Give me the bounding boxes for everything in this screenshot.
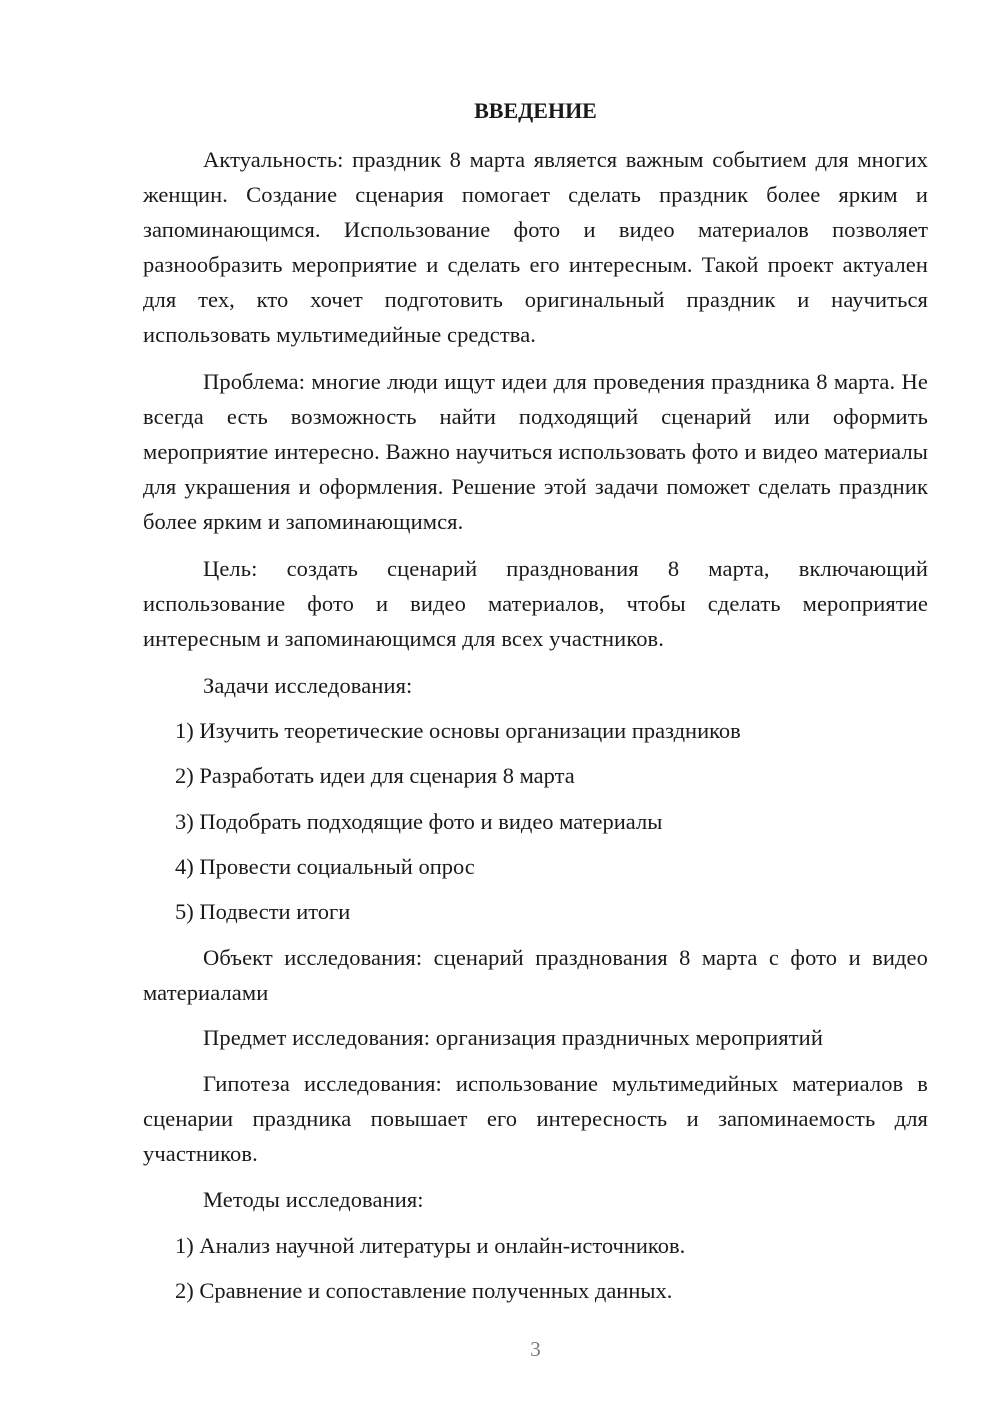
task-item: 2) Разработать идеи для сценария 8 марта bbox=[175, 763, 575, 788]
task-item: 4) Провести социальный опрос bbox=[175, 854, 475, 879]
tasks-title: Задачи исследования: bbox=[203, 673, 413, 698]
task-item: 1) Изучить теоретические основы организации праздников bbox=[175, 718, 741, 743]
problem-paragraph: Проблема: многие люди ищут идеи для проведения праздника 8 марта. Не всегда есть возможность найти подходящий сценарий или оформить мероприятие интересно. Важно научиться использовать фото и видео материалы для украшения и оформления. Решение этой задачи поможет сделать праздник более ярким и запоминающимся. bbox=[143, 369, 928, 534]
task-item: 3) Подобрать подходящие фото и видео материалы bbox=[175, 809, 663, 834]
methods-title: Методы исследования: bbox=[203, 1187, 424, 1212]
document-page bbox=[143, 0, 928, 1414]
section-heading: ВВЕДЕНИЕ bbox=[474, 98, 597, 123]
method-item: 1) Анализ научной литературы и онлайн-источников. bbox=[175, 1233, 686, 1258]
goal-paragraph: Цель: создать сценарий празднования 8 марта, включающий использование фото и видео материалов, чтобы сделать мероприятие интересным и запоминающимся для всех участников. bbox=[143, 556, 928, 651]
task-item: 5) Подвести итоги bbox=[175, 899, 351, 924]
object-paragraph: Объект исследования: сценарий празднования 8 марта с фото и видео материалами bbox=[143, 945, 928, 1005]
hypothesis-paragraph: Гипотеза исследования: использование мультимедийных материалов в сценарии праздника повышает его интересность и запоминаемость для участников. bbox=[143, 1071, 928, 1166]
method-item: 2) Сравнение и сопоставление полученных данных. bbox=[175, 1278, 673, 1303]
page-number: 3 bbox=[530, 1337, 541, 1361]
relevance-paragraph: Актуальность: праздник 8 марта является важным событием для многих женщин. Создание сценария помогает сделать праздник более ярким и запоминающимся. Использование фото и видео материалов позволяет разнообразить мероприятие и сделать его интересным. Такой проект актуален для тех, кто хочет подготовить оригинальный праздник и научиться использовать мультимедийные средства. bbox=[143, 147, 928, 347]
subject-paragraph: Предмет исследования: организация праздничных мероприятий bbox=[203, 1025, 823, 1050]
